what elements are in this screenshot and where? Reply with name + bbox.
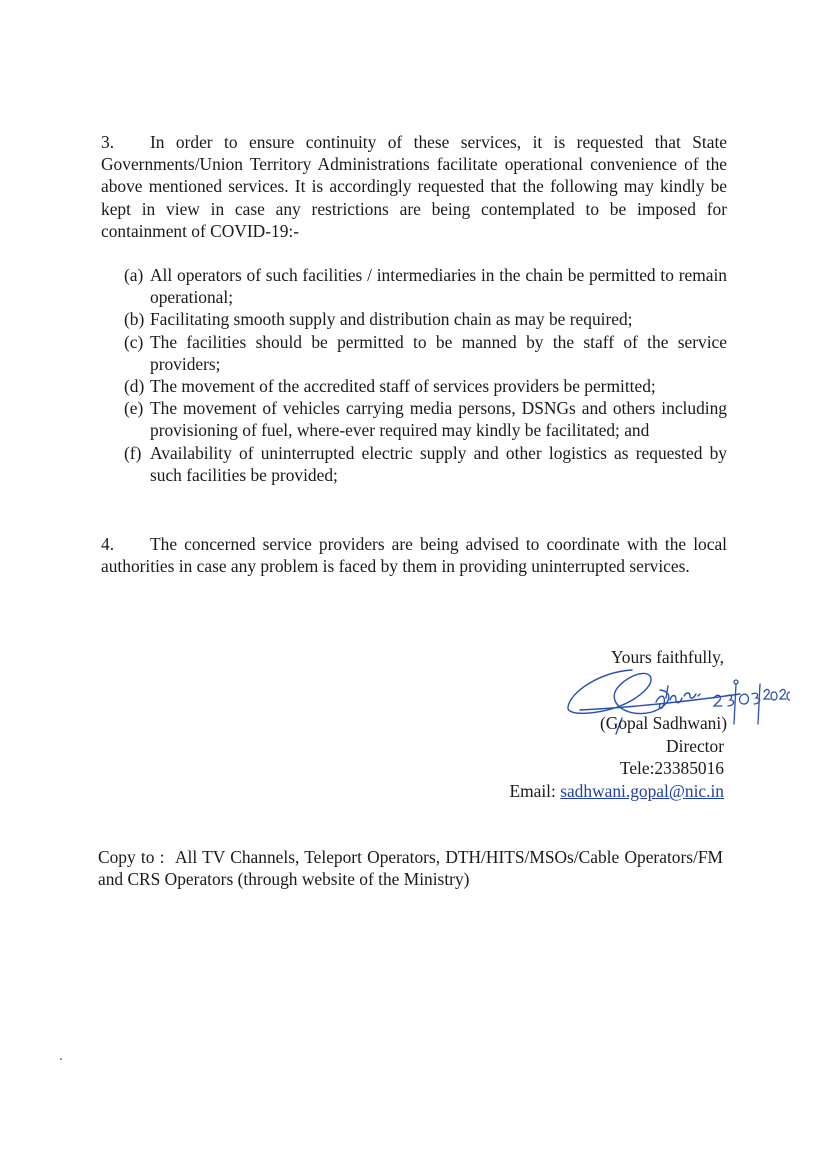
list-item: [124, 397, 727, 441]
list-item: [124, 442, 727, 486]
signatory-name: (Gopal Sadhwani): [599, 713, 727, 733]
list-item-text: The movement of the accredited staff of services providers be permitted;: [150, 376, 656, 397]
signatory-telephone: Tele:23385016: [619, 758, 724, 778]
paragraph-text: In order to ensure continuity of these services, it is requested that State Governments/Union Territory Administrations facilitate operational convenience of the above mentioned services. It is accordingly requested that the following may kindly be kept in view in case any restrictions are being contemplated to be imposed for containment of COVID-19:-: [101, 132, 727, 241]
copy-to: [98, 846, 723, 890]
request-list: [124, 264, 727, 486]
copy-to-text: All TV Channels, Teleport Operators, DTH/HITS/MSOs/Cable Operators/FM and CRS Operators (through website of the Ministry): [98, 847, 723, 890]
paragraph-number: 3.: [101, 132, 115, 152]
list-item: [124, 375, 727, 397]
list-item-text: All operators of such facilities / intermediaries in the chain be permitted to remain operational;: [150, 265, 727, 308]
list-item-text: Availability of uninterrupted electric supply and other logistics as requested by such facilities be provided;: [150, 442, 727, 485]
signatory-email: [509, 780, 724, 802]
paragraph-number: 4.: [101, 534, 115, 554]
email-label: Email:: [509, 781, 561, 801]
list-item-label: (b): [124, 309, 145, 330]
list-item-label: (a): [124, 265, 144, 285]
list-item-label: (c): [124, 331, 144, 352]
closing: Yours faithfully,: [610, 647, 724, 667]
paragraph-text: The concerned service providers are being advised to coordinate with the local authorities in case any problem is faced by them in providing uninterrupted services.: [101, 534, 727, 577]
list-item: [124, 331, 727, 375]
copy-to-label: Copy to :: [98, 847, 165, 867]
list-item: [124, 308, 727, 330]
list-item-label: (e): [124, 398, 144, 419]
list-item-text: Facilitating smooth supply and distribution chain as may be required;: [150, 309, 633, 330]
signatory-designation: Director: [666, 736, 724, 756]
scan-speck: [60, 1058, 62, 1060]
list-item-text: The movement of vehicles carrying media persons, DSNGs and others including provisioning of fuel, where-ever required may kindly be facilitated; and: [150, 398, 727, 441]
list-item-text: The facilities should be permitted to be manned by the staff of the service providers;: [150, 331, 727, 374]
email-link[interactable]: sadhwani.gopal@nic.in: [560, 781, 724, 801]
list-item: [124, 264, 727, 308]
paragraph-4: [101, 533, 727, 577]
list-item-label: (d): [124, 376, 145, 397]
list-item-label: (f): [124, 442, 142, 463]
paragraph-3: [101, 131, 727, 242]
